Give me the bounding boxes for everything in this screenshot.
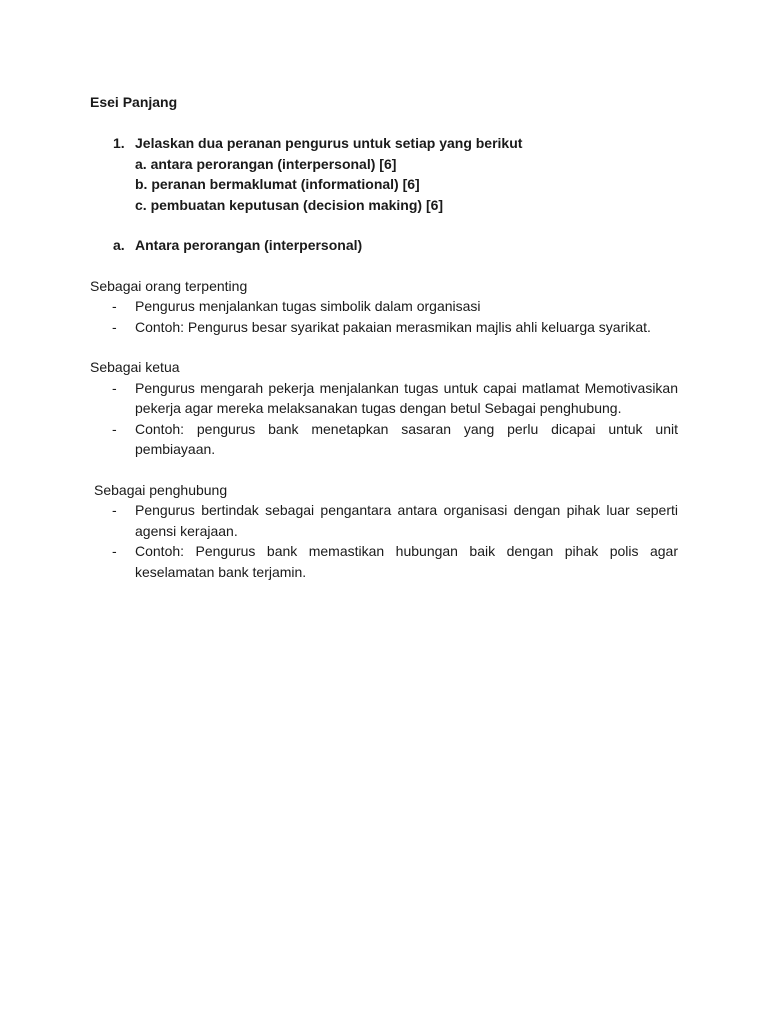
list-item-text: Contoh: Pengurus besar syarikat pakaian merasmikan majlis ahli keluarga syarikat. [135, 318, 651, 335]
document-title: Esei Panjang [90, 94, 178, 110]
question-1 [90, 133, 678, 215]
question-number: 1. [113, 135, 125, 151]
dash-marker: - [112, 502, 117, 518]
dash-marker: - [112, 420, 117, 437]
list-item [90, 500, 678, 541]
list-item [90, 419, 678, 460]
question-sub-a: a. antara perorangan (interpersonal) [6] [135, 155, 397, 172]
group-title: Sebagai penghubung [94, 481, 228, 498]
section-letter: a. [113, 237, 125, 253]
role-group-ketua [90, 357, 678, 460]
dash-marker: - [112, 543, 117, 559]
group-title: Sebagai orang terpenting [90, 277, 248, 294]
question-text: Jelaskan dua peranan pengurus untuk setiap yang berikut [135, 135, 523, 151]
section-heading-a [90, 235, 678, 256]
list-item [90, 541, 678, 582]
list-item-text: Pengurus menjalankan tugas simbolik dalam organisasi [135, 298, 481, 314]
dash-marker: - [112, 379, 117, 396]
document-page [90, 92, 678, 582]
section-heading-text: Antara perorangan (interpersonal) [135, 237, 363, 253]
role-group-penghubung [90, 480, 678, 583]
question-sub-b: b. peranan bermaklumat (informational) [6] [135, 176, 420, 192]
question-sub-c: c. pembuatan keputusan (decision making) [6] [135, 196, 444, 213]
dash-marker: - [112, 318, 117, 335]
group-title: Sebagai ketua [90, 359, 180, 375]
list-item-text: Contoh: Pengurus bank memastikan hubungan baik dengan pihak polis agar keselamatan bank terjamin. [135, 543, 678, 580]
list-item-text: Contoh: pengurus bank menetapkan sasaran yang perlu dicapai untuk unit pembiayaan. [135, 420, 678, 457]
list-item [90, 296, 678, 317]
dash-marker: - [112, 298, 117, 314]
list-item [90, 378, 678, 419]
question-body [135, 133, 678, 215]
list-item [90, 317, 678, 338]
role-group-orang-terpenting [90, 276, 678, 338]
list-item-text: Pengurus bertindak sebagai pengantara antara organisasi dengan pihak luar seperti agensi kerajaan. [135, 502, 678, 539]
list-item-text: Pengurus mengarah pekerja menjalankan tugas untuk capai matlamat Memotivasikan pekerja agar mereka melaksanakan tugas dengan betul Sebagai penghubung. [135, 379, 678, 416]
